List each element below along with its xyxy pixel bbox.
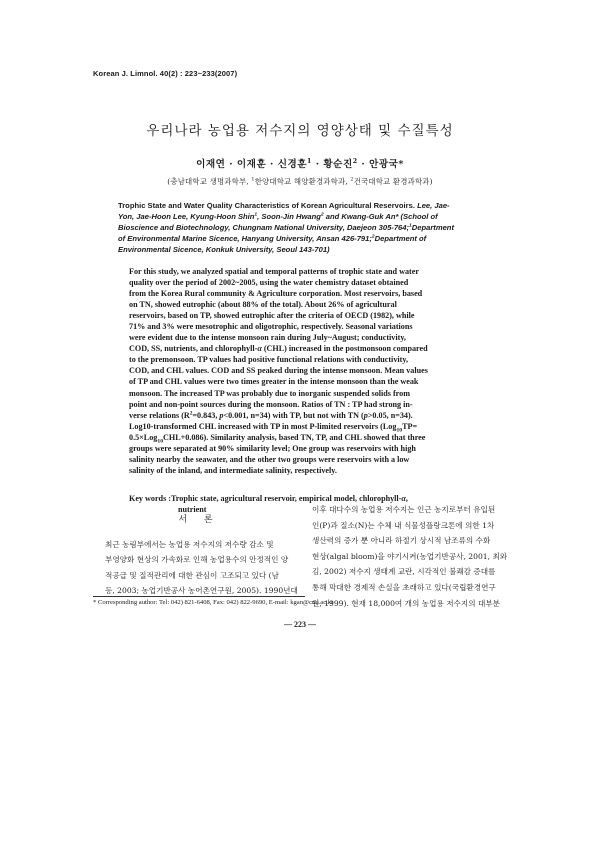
page-number: — 223 — [284,620,316,629]
intro-paragraph: 최근 농림부에서는 농업용 저수지의 저수량 감소 및 부영양화 현상의 가속화로 인해 농업용수의 안정적인 양 적공급 및 질적관리에 대한 관심이 고조되고 있다 (남 등, 2003; 농업기반공사 농어촌연구원, 2005). 1990년대 [105,539,298,596]
corresponding-author-footnote: * Corresponding author: Tel: 042) 821-6408, Fax: 042) 822-9690, E-mail: kgan@cnu.ac.kr [93,599,334,606]
keywords: Key words :Trophic state, agricultural reservoir, empirical model, chlorophyll-α, nutrient [129,494,408,515]
english-title: Trophic State and Water Quality Characteristics of Korean Agricultural Reservoirs. [118,201,415,210]
english-title-authors: Trophic State and Water Quality Characteristics of Korean Agricultural Reservoirs. Lee, Jae- Yon, Jae-Hoon Lee, Kyung-Hoon Shin$^1$, Soon-Jin Hwang$^2$ and Kwang-Guk An* (School of Bioscience and Biotechnology, Chungnam National University, Daejeon 305-764;$^1$Department of Environmental Marine Sicence, Hanyang University, Ansan 426-791;$^2$Department of Environmental Sicence, Konkuk University, Seoul 143-701) [118,201,454,255]
korean-affiliations: (충남대학교 생명과학부, $^1$한양대학교 해양환경과학과, $^2$건국대학교 환경과학과) [167,177,433,186]
keywords-label: Key words : [129,494,171,503]
section-heading-introduction: 서 론 [178,515,220,525]
korean-title: 우리나라 농업용 저수지의 영양상태 및 수질특성 [146,123,454,139]
abstract: For this study, we analyzed spatial and temporal patterns of trophic state and water quality over the period of 2002~2005, using the water chemistry dataset obtained from the Korea Rural community & Agriculture corporation. Most reservoirs, based on TN, showed eutrophic (about 88% of the total). About 26% of agricultural reservoirs, based on TP, showed eutrophic after the criteria of OECD (1982), while 71% and 3% were mesotrophic and oligotrophic, respectively. Seasonal variations were evident due to the intense monsoon rain during July~August; conductivity, COD, SS, nutrients, and chlorophyll-α (CHL) increased in the postmonsoon compared to the premonsoon. TP values had positive functional relations with conductivity, COD, and CHL values. COD and SS peaked during the intense monsoon. Mean values of TP and CHL values were two times greater in the intense monsoon than the weak monsoon. The increased TP was probably due to inorganic suspended solids from point and non-point sources during the monsoon. Ratios of TN : TP had strong in- verse relations ($R^2=0.843$, p<0.001, n=34) with TP, but not with TN (p>0.05, n=34). Log10-transformed CHL increased with TP in most P-limited reservoirs (Log$_{10}$TP= 0.5×Log$_{10}$CHL+0.086). Similarity analysis, based TN, TP, and CHL showed that three groups were separated at 90% similarity level; One group was reservoirs with high salinity nearby the seawater, and the other two groups were reservoirs with a low salinity of the inland, and intermediate salinity, respectively. [129,267,428,475]
right-column: 이후 대다수의 농업용 저수지는 인근 농지로부터 유입된 인(P)과 질소(N)는 수체 내 식물성플랑크톤에 의한 1차 생산력의 증가 뿐 아니라 하절기 상시적 남조류의 수화 현상(algal bloom)을 야기시켜(농업기반공사, 2001, 최와 김, 2002) 저수지 생태계 교란, 시각적인 불쾌감 증대를 통해 막대한 경제적 손실을 초래하고 있다(국립환경연구 원, 1999). 현재 18,000여 개의 농업용 저수지의 대부분 [312,505,508,608]
footnote-divider [93,596,305,597]
left-column [93,504,305,599]
journal-citation: Korean J. Limnol. 40(2) : 223~233(2007) [93,69,238,78]
korean-authors: 이재연 · 이재훈 · 신경훈$^1$ · 황순진$^2$ · 안광국* [196,157,404,170]
